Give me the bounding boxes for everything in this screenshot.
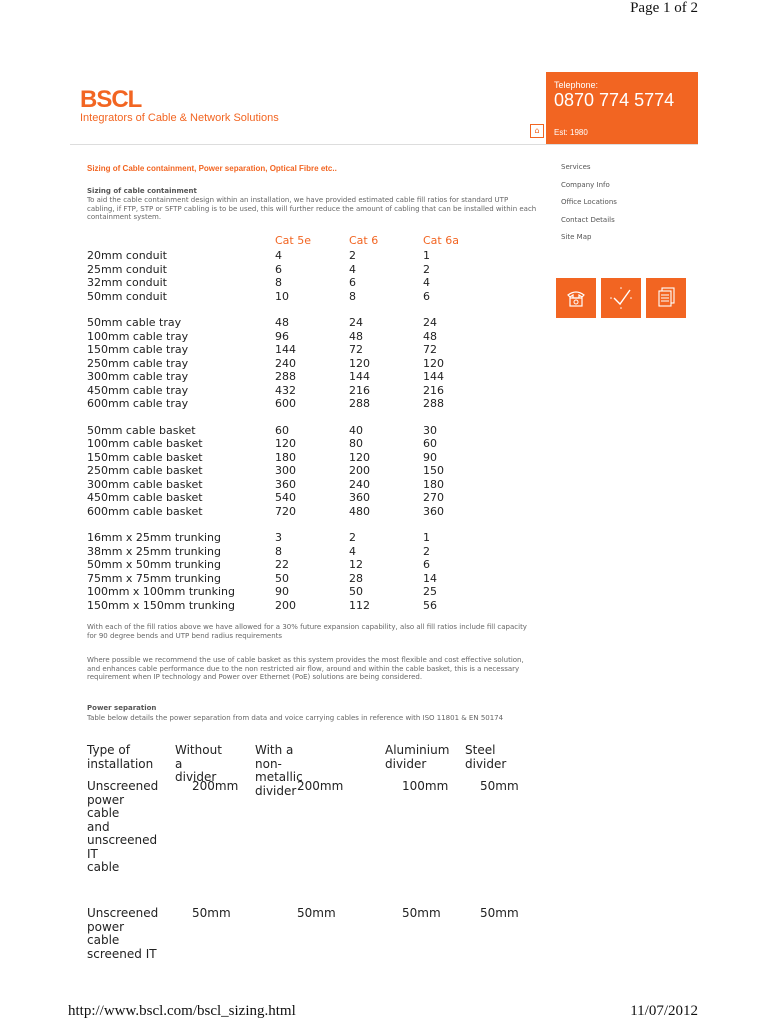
telephone-number: 0870 774 5774 (554, 90, 675, 110)
table-cell: 200mm (297, 779, 344, 793)
table-cell: 90 (275, 585, 289, 598)
column-header: Cat 6 (349, 234, 379, 247)
table-cell: 50 (275, 571, 289, 585)
table-cell: 72 (349, 343, 363, 356)
row-label: Unscreened power cable and unscreened IT cable (87, 779, 159, 874)
sidebar-item-office-locations[interactable]: Office Locations (561, 198, 617, 206)
table-cell: 100mm (402, 779, 449, 793)
banner-divider (70, 144, 698, 145)
table-cell: 30 (423, 423, 437, 437)
table-cell: 360 (275, 477, 296, 491)
table-cell: 200mm (192, 779, 239, 793)
row-label: 600mm cable basket (87, 504, 203, 518)
quick-link-tiles (556, 278, 686, 318)
table-cell: 50mm (480, 906, 519, 920)
table-cell: 28 (349, 571, 363, 585)
table-cell: 24 (349, 316, 363, 329)
table-cell: 8 (275, 276, 282, 289)
row-label: 150mm x 150mm trunking (87, 598, 236, 612)
row-label: 100mm cable tray (87, 329, 189, 343)
table-cell: 288 (349, 397, 370, 410)
table-cell: 1 (423, 531, 430, 544)
table-cell: 150 (423, 464, 444, 477)
table-cell: 270 (423, 491, 444, 504)
table-cell: 50 (349, 585, 363, 598)
row-label: 100mm x 100mm trunking (87, 585, 236, 598)
row-label: 250mm cable tray (87, 356, 189, 370)
page-title: Sizing of Cable containment, Power separation, Optical Fibre etc.. (87, 164, 337, 173)
row-label: 450mm cable basket (87, 491, 203, 504)
table-cell: 180 (275, 450, 296, 464)
section-heading-containment: Sizing of cable containment (87, 187, 197, 195)
section-text-power: Table below details the power separation from data and voice carrying cables in reference with ISO 11801 & EN 50174 (87, 714, 504, 722)
row-label: 100mm cable basket (87, 437, 203, 450)
table-cell: 50mm (192, 906, 231, 920)
clock-icon (609, 286, 633, 310)
table-cell: 50mm (402, 906, 441, 920)
table-cell: 240 (349, 477, 370, 491)
row-label: 32mm conduit (87, 276, 167, 289)
table-cell: 6 (275, 262, 282, 276)
sidebar-item-company-info[interactable]: Company Info (561, 180, 610, 189)
column-header: Aluminium divider (385, 743, 450, 771)
page-number: Page 1 of 2 (630, 0, 698, 16)
row-label: 50mm x 50mm trunking (87, 558, 222, 571)
row-label: 150mm cable basket (87, 450, 203, 464)
sidebar-item-contact-details[interactable]: Contact Details (561, 215, 615, 224)
table-cell: 6 (349, 276, 356, 289)
table-cell: 2 (423, 544, 430, 558)
table-cell: 4 (349, 262, 356, 276)
table-cell: 90 (423, 450, 437, 464)
row-label: Unscreened power cable screened IT (87, 906, 159, 961)
table-cell: 50mm (480, 779, 519, 793)
column-header: With a non-metallic divider (255, 743, 303, 798)
documents-icon (654, 286, 678, 310)
table-cell: 6 (423, 558, 430, 571)
table-cell: 80 (349, 437, 363, 450)
table-cell: 25 (423, 585, 437, 598)
page-url[interactable]: http://www.bscl.com/bscl_sizing.html (68, 1003, 296, 1019)
table-cell: 720 (275, 504, 296, 518)
column-header: Cat 5e (275, 234, 311, 247)
table-cell: 432 (275, 383, 296, 397)
established-label: Est: 1980 (554, 128, 588, 137)
table-cell: 56 (423, 598, 437, 612)
documents-tile[interactable] (646, 278, 686, 318)
table-cell: 2 (349, 531, 356, 544)
table-cell: 360 (423, 504, 444, 518)
row-label: 75mm x 75mm trunking (87, 571, 222, 585)
table-cell: 120 (275, 437, 296, 450)
table-cell: 12 (349, 558, 363, 571)
table-cell: 48 (423, 329, 437, 343)
table-cell: 48 (349, 329, 363, 343)
table-cell: 96 (275, 329, 289, 343)
table-cell: 60 (275, 423, 289, 437)
row-label: 150mm cable tray (87, 343, 189, 356)
column-header: Cat 6a (423, 234, 459, 247)
print-date: 11/07/2012 (630, 1003, 698, 1019)
sidebar-item-services[interactable]: Services (561, 163, 591, 171)
logo[interactable]: BSCL (80, 86, 142, 113)
table-cell: 144 (423, 370, 444, 383)
row-label: 50mm cable tray (87, 316, 182, 329)
table-cell: 144 (349, 370, 370, 383)
table-cell: 300 (275, 464, 296, 477)
tagline: Integrators of Cable & Network Solutions (80, 112, 279, 124)
table-cell: 200 (275, 598, 296, 612)
table-cell: 144 (275, 343, 296, 356)
column-header: Without a divider (175, 743, 222, 784)
clock-tile[interactable] (601, 278, 641, 318)
table-cell: 216 (349, 383, 370, 397)
column-header: Steel divider (465, 743, 507, 771)
table-cell: 24 (423, 316, 437, 329)
table-cell: 1 (423, 249, 430, 262)
table-cell: 60 (423, 437, 437, 450)
contact-box (546, 72, 698, 144)
table-cell: 40 (349, 423, 363, 437)
table-cell: 4 (275, 249, 282, 262)
table-cell: 200 (349, 464, 370, 477)
row-label: 300mm cable basket (87, 477, 203, 491)
table-cell: 6 (423, 289, 430, 303)
row-label: 20mm conduit (87, 249, 167, 262)
table-cell: 4 (349, 544, 356, 558)
table-cell: 8 (349, 289, 356, 303)
row-label: 250mm cable basket (87, 464, 203, 477)
table-cell: 540 (275, 491, 296, 504)
table-cell: 120 (349, 356, 370, 370)
row-label: 50mm cable basket (87, 423, 196, 437)
telephone-label: Telephone: (554, 80, 599, 90)
table-cell: 288 (275, 370, 296, 383)
table-cell: 2 (423, 262, 430, 276)
table-cell: 22 (275, 558, 289, 571)
table-cell: 14 (423, 571, 437, 585)
table-cell: 48 (275, 316, 289, 329)
section-text-containment: To aid the cable containment design within an installation, we have provided estimated cable fill ratios for standard UTP cabling, if FTP, STP or SFTP cabling is to be used, this will further reduce the amount of cabling that can be installed within each containment system. (87, 196, 537, 221)
telephone-icon (564, 286, 588, 310)
table-cell: 120 (423, 356, 444, 370)
table-cell: 480 (349, 504, 370, 518)
table-cell: 240 (275, 356, 296, 370)
table-cell: 3 (275, 531, 282, 544)
table-cell: 4 (423, 276, 430, 289)
row-label: 450mm cable tray (87, 383, 189, 397)
table-cell: 180 (423, 477, 444, 491)
row-label: 50mm conduit (87, 289, 167, 303)
section-heading-power: Power separation (87, 704, 157, 712)
table-cell: 72 (423, 343, 437, 356)
table-cell: 50mm (297, 906, 336, 920)
table-cell: 10 (275, 289, 289, 303)
table-cell: 360 (349, 491, 370, 504)
row-label: 38mm x 25mm trunking (87, 544, 222, 558)
note-cable-basket: Where possible we recommend the use of cable basket as this system provides the most flexible and cost effective solution, and enhances cable performance due to the non restricted air flow, around and within the cable basket, this is a necessary requirement when IP technology and Power over Ethernet (PoE) solutions are being considered. (87, 656, 524, 681)
column-header: Type of installation (87, 743, 154, 771)
home-icon[interactable]: ⌂ (530, 124, 544, 138)
site-banner (70, 72, 698, 144)
telephone-tile[interactable] (556, 278, 596, 318)
row-label: 300mm cable tray (87, 370, 189, 383)
table-cell: 288 (423, 397, 444, 410)
row-label: 25mm conduit (87, 262, 167, 276)
row-label: 16mm x 25mm trunking (87, 531, 222, 544)
table-cell: 600 (275, 397, 296, 410)
note-expansion: With each of the fill ratios above we have allowed for a 30% future expansion capability, also all fill ratios include fill capacity for 90 degree bends and UTP bend radius requirements (87, 623, 527, 640)
row-label: 600mm cable tray (87, 397, 189, 410)
table-cell: 8 (275, 544, 282, 558)
table-cell: 2 (349, 249, 356, 262)
table-cell: 120 (349, 450, 370, 464)
table-cell: 112 (349, 598, 370, 612)
table-cell: 216 (423, 383, 444, 397)
sidebar-nav (561, 163, 691, 251)
sidebar-item-site-map[interactable]: Site Map (561, 233, 592, 241)
